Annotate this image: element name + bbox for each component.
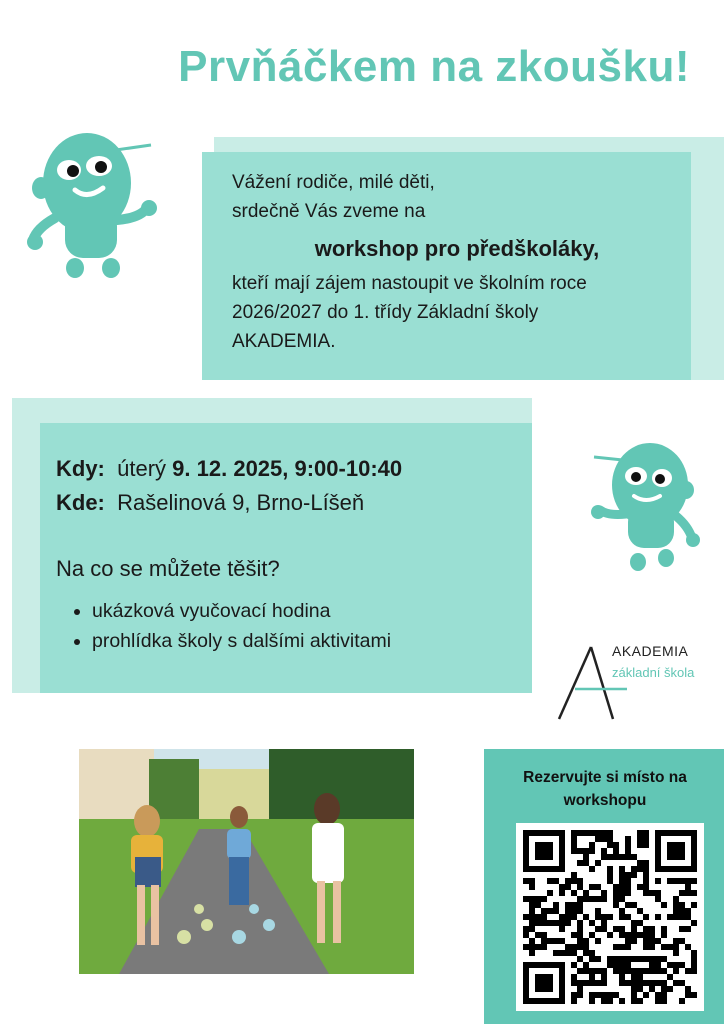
qr-code[interactable] bbox=[516, 823, 704, 1011]
mascot-illustration bbox=[25, 128, 160, 283]
reservation-text: Rezervujte si místo na workshopu bbox=[523, 769, 687, 809]
invitation-line: AKADEMIA. bbox=[232, 331, 336, 352]
where-value: Rašelinová 9, Brno-Líšeň bbox=[117, 490, 365, 515]
looking-forward-question: Na co se můžete těšit? bbox=[56, 556, 280, 581]
invitation-line: kteří mají zájem nastoupit ve školním roce bbox=[232, 273, 587, 294]
page-title: Prvňáčkem na zkoušku! bbox=[178, 42, 690, 91]
when-label: Kdy: bbox=[56, 456, 105, 481]
when-day: úterý bbox=[117, 456, 167, 481]
logo-wordmark: AKADEMIA bbox=[612, 643, 689, 659]
where-label: Kde: bbox=[56, 490, 105, 515]
invitation-text bbox=[232, 168, 682, 356]
logo-subtitle: základní škola bbox=[612, 665, 695, 680]
activities-list bbox=[56, 596, 391, 656]
event-when bbox=[56, 456, 402, 482]
when-value: 9. 12. 2025, 9:00-10:40 bbox=[172, 456, 403, 481]
invitation-line: Vážení rodiče, milé děti, bbox=[232, 172, 435, 193]
children-photo bbox=[79, 749, 414, 974]
list-item: • prohlídka školy s dalšími aktivitami bbox=[92, 626, 391, 656]
invitation-line: 2026/2027 do 1. třídy Základní školy bbox=[232, 302, 539, 323]
invitation-highlight: workshop pro předškoláky, bbox=[314, 236, 600, 261]
mascot-illustration-small bbox=[590, 440, 702, 575]
event-where bbox=[56, 490, 364, 516]
invitation-line: srdečně Vás zveme na bbox=[232, 201, 426, 222]
list-item: • ukázková vyučovací hodina bbox=[92, 596, 391, 626]
